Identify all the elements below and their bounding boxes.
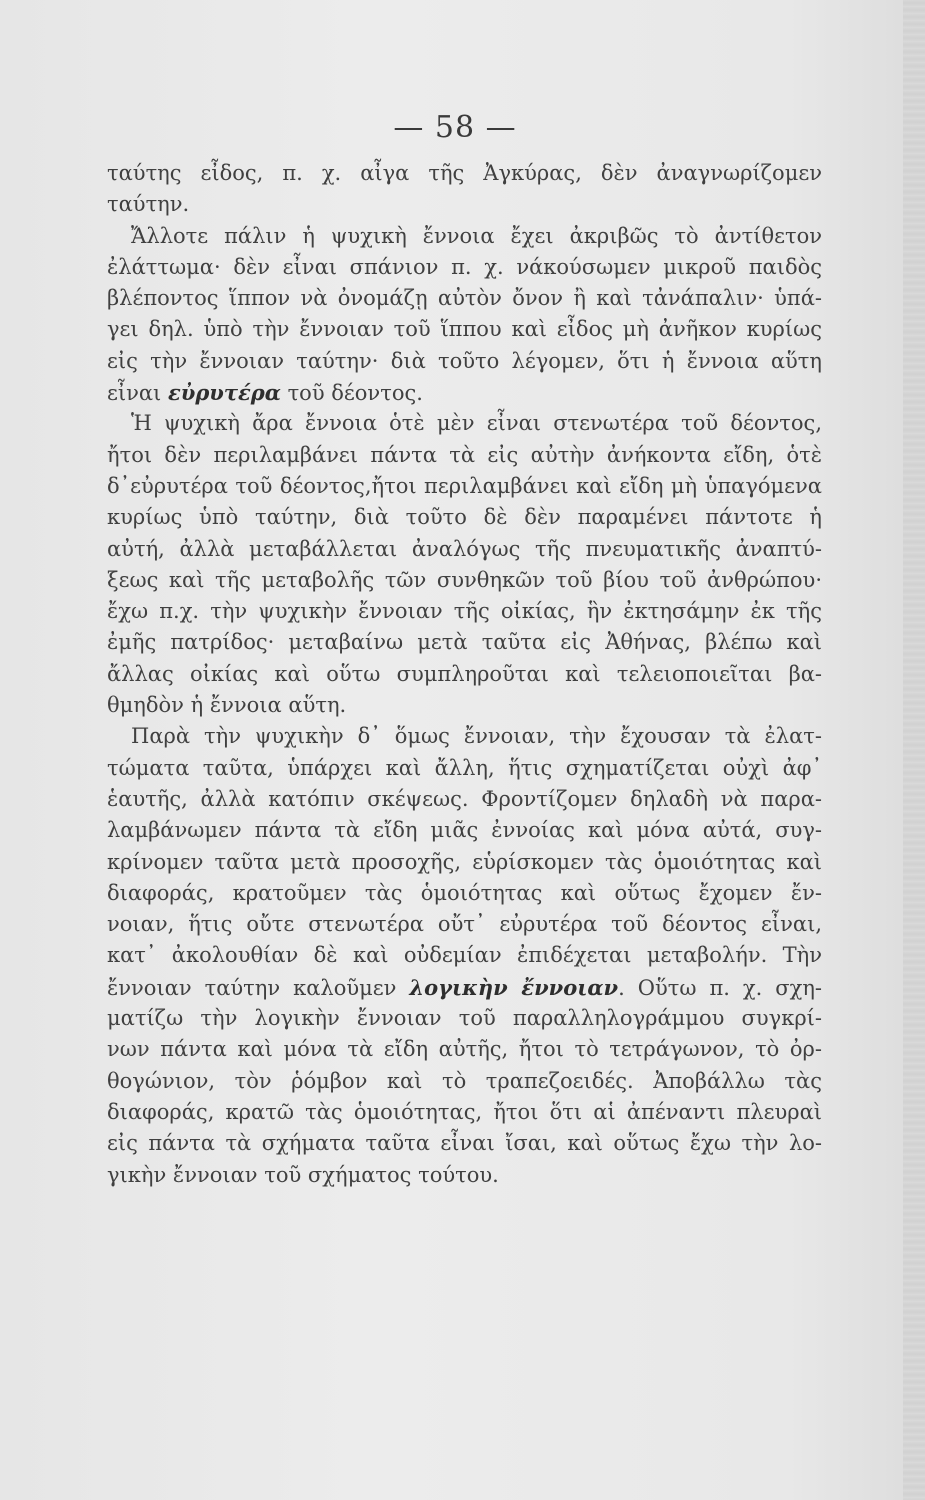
text-line: ἐμῆς πατρίδος· μεταβαίνω μετὰ ταῦτα εἰς Ἀθήνας, βλέπω καὶ bbox=[107, 630, 822, 655]
emphasized-term: εὐρυτέρα bbox=[167, 380, 281, 406]
line-text: τοῦ δέοντος. bbox=[280, 381, 423, 406]
text-line: λαμβάνωμεν πάντα τὰ εἴδη μιᾶς ἐννοίας καὶ μόνα αὐτά, συγ- bbox=[107, 818, 822, 843]
text-line: ἄλλας οἰκίας καὶ οὕτω συμπληροῦται καὶ τελειοποιεῖται βα- bbox=[107, 661, 822, 686]
text-line: εἰς πάντα τὰ σχήματα ταῦτα εἶναι ἴσαι, καὶ οὕτως ἔχω τὴν λο- bbox=[107, 1131, 822, 1156]
text-line: τώματα ταῦτα, ὑπάρχει καὶ ἄλλη, ἥτις σχηματίζεται οὐχὶ ἀφ᾽ bbox=[107, 755, 822, 780]
text-line: γει δηλ. ὑπὸ τὴν ἔννοιαν τοῦ ἵππου καὶ εἶδος μὴ ἀνῆκον κυρίως bbox=[107, 317, 822, 342]
text-line: νων πάντα καὶ μόνα τὰ εἴδη αὐτῆς, ἤτοι τὸ τετράγωνον, τὸ ὀρ- bbox=[107, 1037, 822, 1062]
body-text bbox=[107, 158, 822, 1191]
text-line: διαφοράς, κρατῶ τὰς ὁμοιότητας, ἤτοι ὅτι αἱ ἀπέναντι πλευραὶ bbox=[107, 1099, 822, 1124]
line-text: ἔννοιαν ταύτην καλοῦμεν bbox=[107, 975, 410, 1000]
text-line: Ἡ ψυχικὴ ἄρα ἔννοια ὁτὲ μὲν εἶναι στενωτέρα τοῦ δέοντος, bbox=[131, 411, 822, 436]
emphasized-term: λογικὴν ἔννοιαν bbox=[409, 974, 619, 1000]
text-line: κυρίως ὑπὸ ταύτην, διὰ τοῦτο δὲ δὲν παραμένει πάντοτε ἡ bbox=[107, 505, 822, 530]
text-line: ἐλάττωμα· δὲν εἶναι σπάνιον π. χ. νάκούσωμεν μικροῦ παιδὸς bbox=[107, 254, 822, 279]
text-line: ἑαυτῆς, ἀλλὰ κατόπιν σκέψεως. Φροντίζομεν δηλαδὴ νὰ παρα- bbox=[107, 786, 822, 811]
text-line: νοιαν, ἥτις οὔτε στενωτέρα οὔτ᾽ εὐρυτέρα τοῦ δέοντος εἶναι, bbox=[107, 912, 822, 937]
text-line: Παρὰ τὴν ψυχικὴν δ᾽ ὅμως ἔννοιαν, τὴν ἔχουσαν τὰ ἐλατ- bbox=[131, 724, 822, 749]
line-text: . Οὕτω π. χ. σχη- bbox=[618, 975, 822, 1000]
text-line: διαφοράς, κρατοῦμεν τὰς ὁμοιότητας καὶ οὕτως ἔχομεν ἔν- bbox=[107, 880, 822, 905]
text-line: κρίνομεν ταῦτα μετὰ προσοχῆς, εὑρίσκομεν τὰς ὁμοιότητας καὶ bbox=[107, 849, 822, 874]
text-line: ταύτην. bbox=[107, 192, 190, 217]
text-line: θμηδὸν ἡ ἔννοια αὕτη. bbox=[107, 693, 347, 718]
text-line: ματίζω τὴν λογικὴν ἔννοιαν τοῦ παραλληλογράμμου συγκρί- bbox=[107, 1006, 822, 1031]
text-line: βλέποντος ἵππον νὰ ὀνομάζῃ αὐτὸν ὄνον ἢ καὶ τἀνάπαλιν· ὑπά- bbox=[107, 286, 822, 311]
text-line-emphasis bbox=[107, 377, 822, 408]
text-line: αὐτή, ἀλλὰ μεταβάλλεται ἀναλόγως τῆς πνευματικῆς ἀναπτύ- bbox=[107, 536, 822, 561]
text-line: ξεως καὶ τῆς μεταβολῆς τῶν συνθηκῶν τοῦ βίου τοῦ ἀνθρώπου· bbox=[107, 567, 822, 592]
text-line: ταύτης εἶδος, π. χ. αἶγα τῆς Ἀγκύρας, δὲν ἀναγνωρίζομεν bbox=[107, 161, 822, 185]
text-line: ἔχω π.χ. τὴν ψυχικὴν ἔννοιαν τῆς οἰκίας, ἣν ἐκτησάμην ἐκ τῆς bbox=[107, 599, 822, 624]
line-text: εἶναι bbox=[107, 381, 168, 406]
page-edge-shadow bbox=[903, 0, 925, 1500]
text-line: Ἄλλοτε πάλιν ἡ ψυχικὴ ἔννοια ἔχει ἀκριβῶς τὸ ἀντίθετον bbox=[131, 223, 822, 248]
text-line: θογώνιον, τὸν ῥόμβον καὶ τὸ τραπεζοειδές. Ἀποβάλλω τὰς bbox=[107, 1068, 822, 1093]
text-line-emphasis bbox=[107, 972, 822, 1003]
text-line: κατ᾽ ἀκολουθίαν δὲ καὶ οὐδεμίαν ἐπιδέχεται μεταβολήν. Τὴν bbox=[107, 943, 822, 968]
text-line: ἤτοι δὲν περιλαμβάνει πάντα τὰ εἰς αὐτὴν ἀνήκοντα εἴδη, ὁτὲ bbox=[107, 442, 822, 467]
text-line: γικὴν ἔννοιαν τοῦ σχήματος τούτου. bbox=[107, 1162, 499, 1187]
text-line: εἰς τὴν ἔννοιαν ταύτην· διὰ τοῦτο λέγομεν, ὅτι ἡ ἔννοια αὕτη bbox=[107, 348, 822, 373]
page-number: — 58 — bbox=[393, 110, 517, 145]
text-line: δ᾽εὐρυτέρα τοῦ δέοντος,ἤτοι περιλαμβάνει καὶ εἴδη μὴ ὑπαγόμενα bbox=[107, 473, 822, 498]
